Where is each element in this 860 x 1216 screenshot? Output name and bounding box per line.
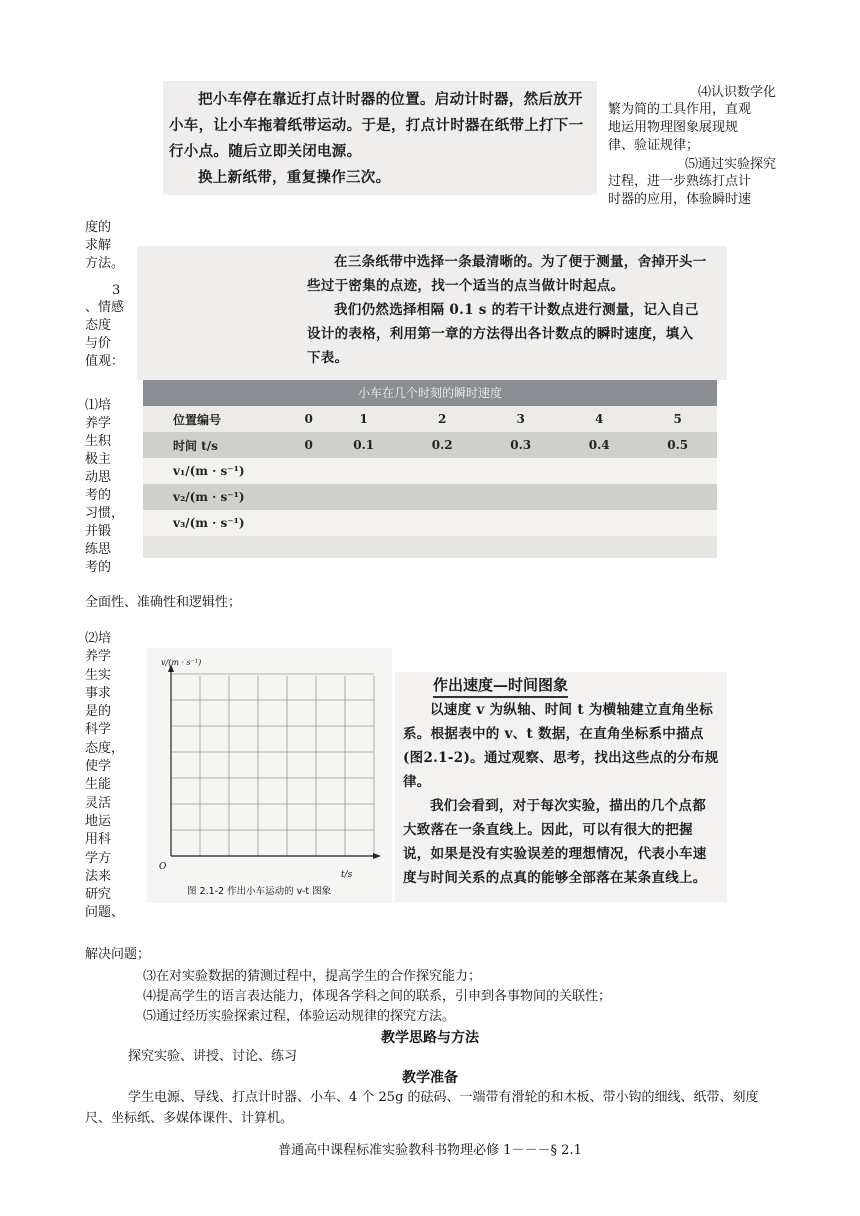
table-cell: 0 [293,406,324,432]
table-cell [403,510,482,536]
table-row-label: 位置编号 [143,406,293,432]
textbook-excerpt-measurement [137,246,727,380]
velocity-data-table [143,406,717,536]
excerpt-paragraph: 在三条纸带中选择一条最清晰的。为了便于测量，舍掉开头一些过于密集的点迹，找一个适当的点当做计时起点。 [307,254,707,294]
table-cell: 5 [638,406,717,432]
objective-item-5-body: 过程，进一步熟练打点计 时器的应用，体验瞬时速 [608,174,752,207]
table-row [143,458,717,484]
value-item-3: ⑶在对实验数据的猜测过程中，提高学生的合作探究能力； [143,969,482,984]
objective-item-5-head: ⑸通过实验探究 [684,157,776,172]
objective-item-4-body: 繁为简的工具作用，直观 地运用物理图象展现规 律、验证规律； [608,102,752,153]
table-row [143,406,717,432]
table-cell [638,510,717,536]
y-axis-label: v/(m · s⁻¹) [161,658,202,667]
table-row [143,484,717,510]
table-cell [324,458,403,484]
preparation-section-title: 教学准备 [402,1070,458,1086]
velocity-table [143,380,717,558]
page-footer: 普通高中课程标准实验教科书物理必修 1－－－§ 2.1 [278,1143,582,1158]
value-item-2-end: 解决问题； [85,947,151,962]
table-cell [560,484,639,510]
table-cell: 2 [403,406,482,432]
table-cell: 1 [324,406,403,432]
graph-grid [171,674,374,856]
table-cell [560,510,639,536]
objective-method-end: 度的 求解 方法。 [85,220,125,271]
table-cell [293,510,324,536]
table-cell [293,458,324,484]
table-cell [638,458,717,484]
excerpt-paragraph: 换上新纸带，重复操作三次。 [198,169,391,186]
table-row-label: v₃/(m · s⁻¹) [143,510,293,536]
excerpt-paragraph: 我们会看到，对于每次实验，描出的几个点都大致落在一条直线上。因此，可以有很大的把握说，如果是没有实验误差的理想情况，代表小车速度与时间关系的点真的能够全部落在某条直线上。 [403,798,707,886]
value-item-1-end: 全面性、准确性和逻辑性； [85,595,242,610]
excerpt-paragraph: 以速度 v 为纵轴、时间 t 为横轴建立直角坐标系。根据表中的 v、t 数据，在直角坐标系中描点(图2.1-2)。通过观察、思考，找出这些点的分布规律。 [403,702,719,790]
textbook-excerpt-procedure [163,81,597,195]
value-item-2: ⑵培 养学 生实 事求 是的 科学 态度， 使学 生能 灵活 地运 用科 学方 法来 研究 问题、 [85,631,125,921]
origin-label: O [159,862,167,872]
table-cell: 0.3 [481,432,560,458]
table-row [143,432,717,458]
table-row-label: v₁/(m · s⁻¹) [143,458,293,484]
excerpt-paragraph: 把小车停在靠近打点计时器的位置。启动计时器，然后放开小车，让小车拖着纸带运动。于是，打点计时器在纸带上打下一行小点。随后立即关闭电源。 [169,91,584,160]
x-axis-arrow-icon [373,853,381,859]
vt-graph-figure [147,648,392,903]
table-cell: 0.2 [403,432,482,458]
method-section-body: 探究实验、讲授、讨论、练习 [128,1049,298,1064]
value-item-5: ⑸通过经历实验探索过程，体验运动规律的探究方法。 [143,1009,456,1024]
preparation-section-body: 学生电源、导线、打点计时器、小车、4 个 25g 的砝码、一端带有滑轮的和木板、带小钩的细线、纸带、刻度尺、坐标纸、多媒体课件、计算机。 [85,1090,759,1126]
table-row-label: v₂/(m · s⁻¹) [143,484,293,510]
table-row [143,510,717,536]
table-cell: 0.5 [638,432,717,458]
table-cell [324,510,403,536]
table-cell [293,484,324,510]
vt-axes-svg [147,648,392,903]
table-title: 小车在几个时刻的瞬时速度 [143,380,717,406]
objective-item-4 [608,84,776,209]
table-cell: 0.4 [560,432,639,458]
table-cell: 4 [560,406,639,432]
section-number: 3 [112,283,121,298]
table-cell [481,510,560,536]
table-cell [481,484,560,510]
table-cell [638,484,717,510]
table-cell [560,458,639,484]
table-cell [403,484,482,510]
excerpt-paragraph: 我们仍然选择相隔 0.1 s 的若干计数点进行测量，记入自己设计的表格，利用第一章的方法得出各计数点的瞬时速度，填入下表。 [307,302,699,366]
method-section-title: 教学思路与方法 [381,1030,479,1046]
table-row-label: 时间 t/s [143,432,293,458]
emotion-attitude-heading: 、情感 态度 与价 值观： [85,300,125,369]
table-cell: 3 [481,406,560,432]
table-cell [324,484,403,510]
table-cell: 0 [293,432,324,458]
textbook-excerpt-graph [395,672,727,902]
table-cell [403,458,482,484]
x-axis-label: t/s [341,870,353,880]
value-item-4: ⑷提高学生的语言表达能力，体现各学科之间的联系，引申到各事物间的关联性； [143,989,612,1004]
figure-caption: 图 2.1-2 作出小车运动的 v-t 图象 [187,886,332,897]
value-item-1: ⑴培 养学 生积 极主 动思 考的 习惯， 并锻 练思 考的 [85,398,125,575]
excerpt-heading: 作出速度—时间图象 [433,674,568,698]
table-cell: 0.1 [324,432,403,458]
objective-item-4-head: ⑷认识数学化 [697,85,776,100]
table-cell [481,458,560,484]
